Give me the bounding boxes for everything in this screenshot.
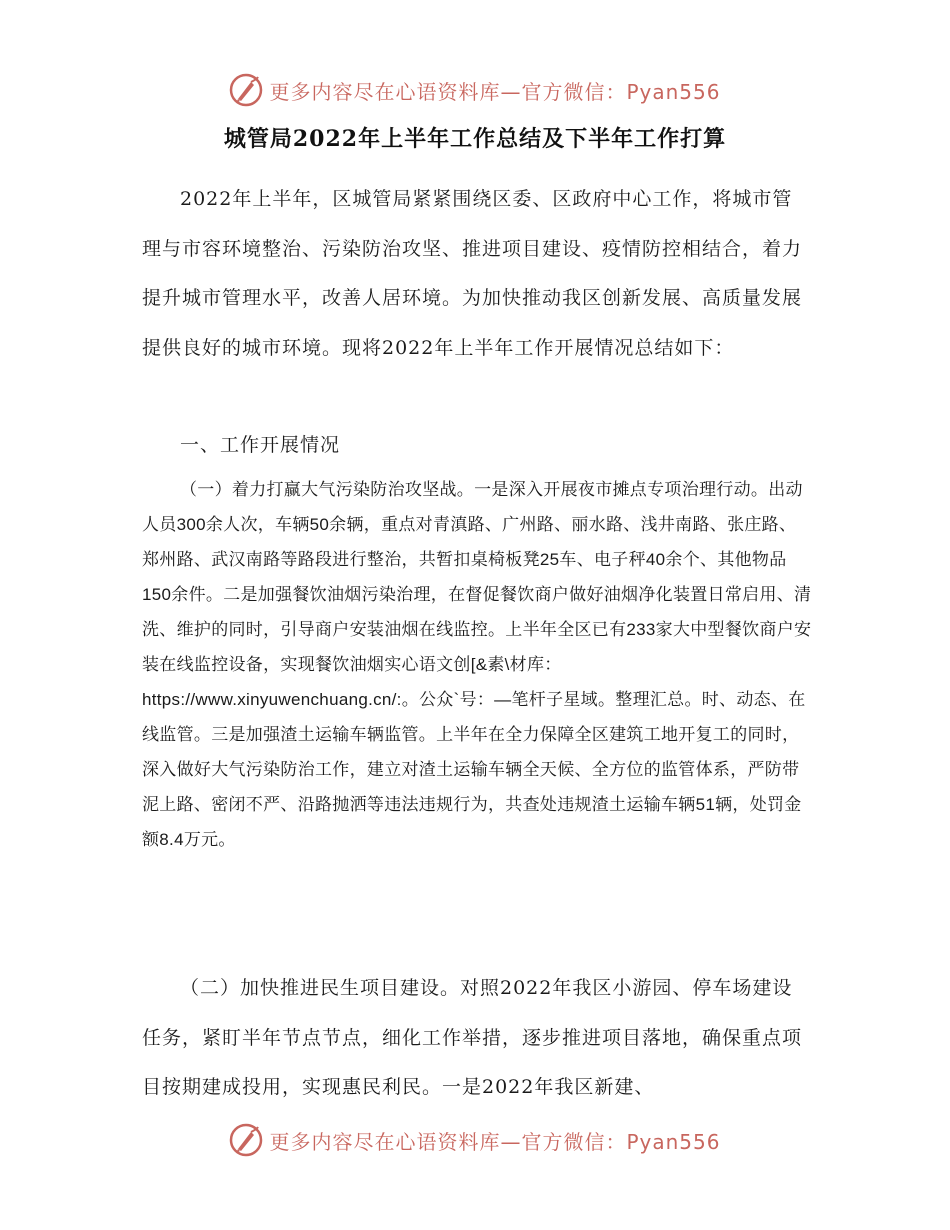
section-2-paragraph: （二）加快推进民生项目建设。对照2022年我区小游园、停车场建设任务，紧盯半年节点节点，细化工作举措，逐步推进项目落地，确保重点项目按期建成投用，实现惠民利民。一是2022年我区新建、	[142, 977, 803, 1098]
section-heading: 一、工作开展情况	[180, 434, 341, 456]
section-1-paragraph: （一）着力打赢大气污染防治攻坚战。一是深入开展夜市摊点专项治理行动。出动人员300余人次，车辆50余辆，重点对青滇路、广州路、丽水路、浅井南路、张庄路、郑州路、武汉南路等路段进行整治，共暂扣桌椅板凳25车、电子秤40余个、其他物品150余件。二是加强餐饮油烟污染治理，在督促餐饮商户做好油烟净化装置日常启用、清洗、维护的同时，引导商户安装油烟在线监控。上半年全区已有233家大中型餐饮商户安装在线监控设备，实现餐饮油烟实心语文创[&素\材库：https://www.xinyuwenchuang.cn/:。公众`号：—笔杆子星域。整理汇总。时、动态、在线监管。三是加强渣土运输车辆监管。上半年在全力保障全区建筑工地开复工的同时，深入做好大气污染防治工作，建立对渣土运输车辆全天候、全方位的监管体系，严防带泥上路、密闭不严、沿路抛洒等违法违规行为，共查处违规渣土运输车辆51辆，处罚金额8.4万元。	[142, 480, 812, 849]
quill-pen-logo-icon	[229, 1123, 263, 1157]
intro-paragraph: 2022年上半年，区城管局紧紧围绕区委、区政府中心工作，将城市管理与市容环境整治、污染防治攻坚、推进项目建设、疫情防控相结合，着力提升城市管理水平，改善人居环境。为加快推动我区创新发展、高质量发展提供良好的城市环境。现将2022年上半年工作开展情况总结如下：	[142, 188, 803, 359]
footer-banner	[0, 1120, 950, 1160]
banner-text: 更多内容尽在心语资料库—官方微信：Pyan556	[269, 79, 721, 104]
banner-text: 更多内容尽在心语资料库—官方微信：Pyan556	[269, 1129, 721, 1154]
document-title: 城管局2022年上半年工作总结及下半年工作打算	[223, 126, 727, 152]
quill-pen-logo-icon	[229, 73, 263, 107]
header-banner	[0, 70, 950, 110]
